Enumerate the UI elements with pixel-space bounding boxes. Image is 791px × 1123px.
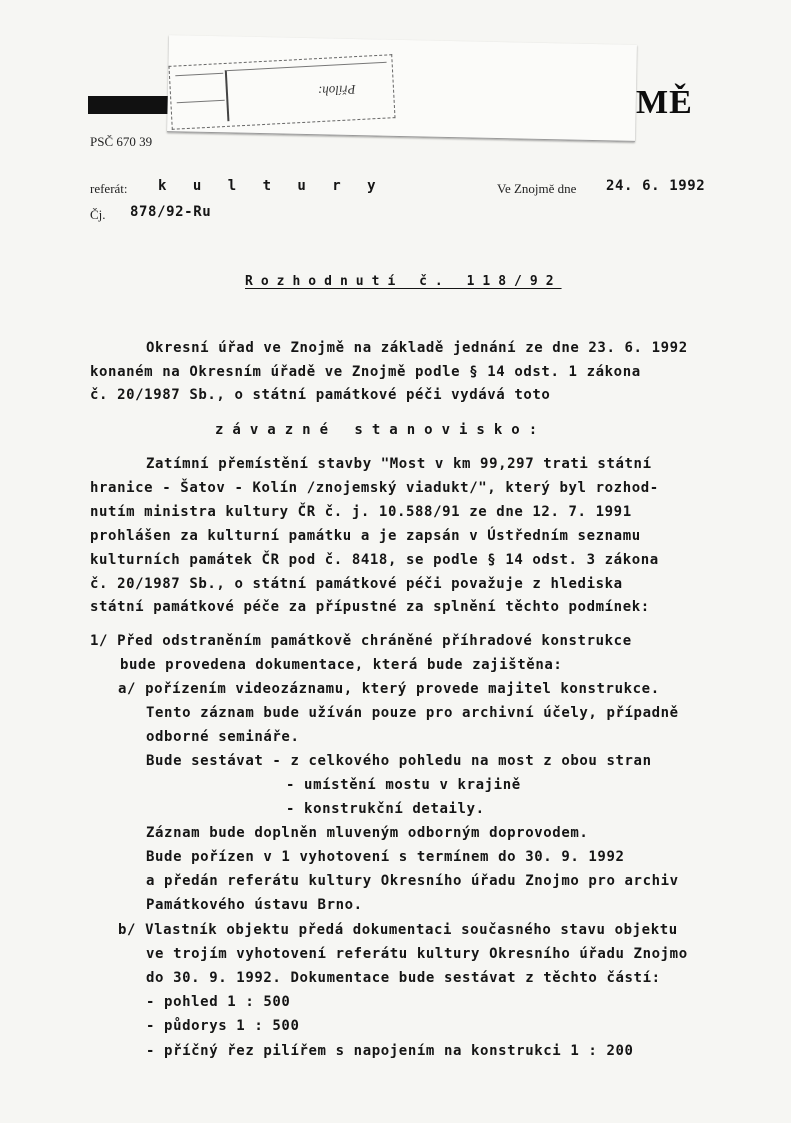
letterhead-fragment: MĚ: [636, 84, 693, 121]
list-item: - konstrukční detaily.: [286, 801, 485, 817]
decision-title: Rozhodnutí č. 118/92: [245, 274, 562, 289]
postal-code: PSČ 670 39: [90, 134, 153, 149]
body-line: Bude pořízen v 1 vyhotovení s termínem do 30. 9. 1992: [146, 849, 625, 865]
body-line: kulturních památek ČR pod č. 8418, se podle § 14 odst. 3 zákona: [90, 552, 659, 568]
body-line: prohlášen za kulturní památku a je zapsán v Ústředním seznamu: [90, 528, 641, 544]
body-line: bude provedena dokumentace, která bude zajištěna:: [120, 657, 563, 673]
referat-value: k u l t u r y: [158, 178, 385, 194]
letterhead-bar: [88, 96, 178, 114]
body-line: ve trojím vyhotovení referátu kultury Okresního úřadu Znojmo: [146, 946, 688, 962]
body-line: č. 20/1987 Sb., o státní památkové péči vydává toto: [90, 387, 551, 403]
stamp-box: [175, 73, 224, 103]
referat-label: referát:: [90, 181, 128, 196]
body-line: Bude sestávat - z celkového pohledu na most z obou stran: [146, 753, 652, 769]
body-line: do 30. 9. 1992. Dokumentace bude sestávat z těchto částí:: [146, 970, 661, 986]
cj-value: 878/92-Ru: [130, 204, 212, 220]
body-line: Zatímní přemístění stavby "Most v km 99,297 trati státní: [146, 456, 652, 472]
stamp-inner-frame: [225, 62, 389, 121]
body-line: státní památkové péče za přípustné za splnění těchto podmínek:: [90, 599, 650, 615]
list-item: - umístění mostu v krajině: [286, 777, 521, 793]
body-line: č. 20/1987 Sb., o státní památkové péči považuje z hlediska: [90, 576, 623, 592]
body-line: Tento záznam bude užíván pouze pro archivní účely, případně: [146, 705, 679, 721]
date-label: Ve Znojmě dne: [497, 181, 577, 196]
body-line: a předán referátu kultury Okresního úřadu Znojmo pro archiv: [146, 873, 679, 889]
body-line: nutím ministra kultury ČR č. j. 10.588/91 ze dne 12. 7. 1991: [90, 504, 632, 520]
condition-1b: b/ Vlastník objektu předá dokumentaci současného stavu objektu: [118, 922, 678, 938]
body-line: odborné semináře.: [146, 729, 300, 745]
list-item: - příčný řez pilířem s napojením na konstrukci 1 : 200: [146, 1043, 634, 1059]
stamp-text: Příloh:: [317, 82, 356, 99]
body-line: Památkového ústavu Brno.: [146, 897, 363, 913]
condition-1: 1/ Před odstraněním památkově chráněné příhradové konstrukce: [90, 633, 632, 649]
list-item: - půdorys 1 : 500: [146, 1018, 300, 1034]
cj-label: Čj.: [90, 207, 106, 222]
list-item: - pohled 1 : 500: [146, 994, 291, 1010]
date-value: 24. 6. 1992: [606, 178, 706, 194]
body-line: Okresní úřad ve Znojmě na základě jednání ze dne 23. 6. 1992: [146, 340, 688, 356]
body-line: Záznam bude doplněn mluveným odborným doprovodem.: [146, 825, 589, 841]
binding-opinion-heading: závazné stanovisko:: [215, 422, 547, 438]
condition-1a: a/ pořízením videozáznamu, který provede majitel konstrukce.: [118, 681, 660, 697]
body-line: konaném na Okresním úřadě ve Znojmě podle § 14 odst. 1 zákona: [90, 364, 641, 380]
body-line: hranice - Šatov - Kolín /znojemský viadukt/", který byl rozhod-: [90, 480, 659, 496]
